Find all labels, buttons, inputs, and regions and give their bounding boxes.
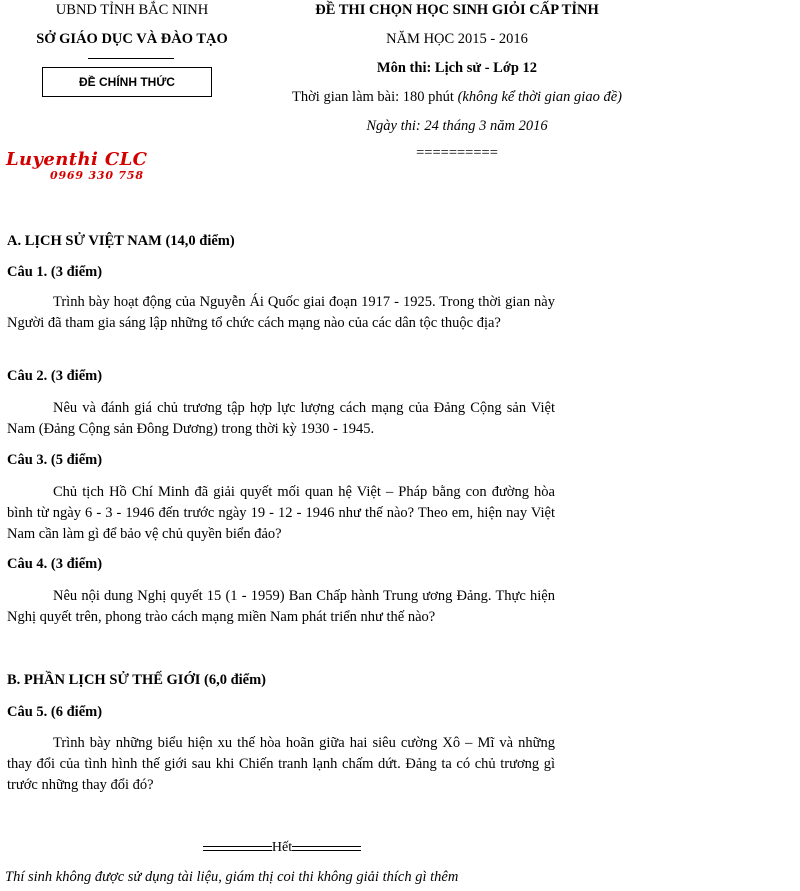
logo-phone: 0969 330 758 xyxy=(50,169,144,182)
department-name: SỞ GIÁO DỤC VÀ ĐÀO TẠO xyxy=(36,31,228,47)
question-5-label: Câu 5. (6 điểm) xyxy=(7,704,103,720)
question-3-text: Chủ tịch Hồ Chí Minh đã giải quyết mối quan hệ Việt – Pháp bằng con đường hòa bình từ ngày 6 - 3 - 1946 đến trước ngày 19 - 12 - 1946 như thế nào? Theo em, hiện nay Việt Nam cần làm gì để bảo vệ chủ quyền biển đảo? xyxy=(7,484,555,542)
section-b-title: B. PHẦN LỊCH SỬ THẾ GIỚI (6,0 điểm) xyxy=(7,672,267,688)
question-1-label: Câu 1. (3 điểm) xyxy=(7,264,103,280)
duration-note: (không kể thời gian giao đề) xyxy=(457,89,622,105)
duration-line xyxy=(260,89,654,106)
logo-name: Luyenthi CLC xyxy=(6,149,148,170)
subject-line: Môn thi: Lịch sử - Lớp 12 xyxy=(376,60,538,76)
official-label-box xyxy=(42,67,212,97)
exam-title: ĐỀ THI CHỌN HỌC SINH GIỎI CẤP TỈNH xyxy=(315,2,599,18)
department-underline xyxy=(88,58,174,59)
question-4-label: Câu 4. (3 điểm) xyxy=(7,556,103,572)
footnote: Thí sinh không được sử dụng tài liệu, giám thị coi thi không giải thích gì thêm xyxy=(5,869,459,885)
question-3-label: Câu 3. (5 điểm) xyxy=(7,452,103,468)
end-rule-right xyxy=(292,846,361,851)
question-2-label: Câu 2. (3 điểm) xyxy=(7,368,103,384)
section-a-title: A. LỊCH SỬ VIỆT NAM (14,0 điểm) xyxy=(7,233,235,249)
question-2-text: Nêu và đánh giá chủ trương tập hợp lực lượng cách mạng của Đảng Cộng sản Việt Nam (Đảng Cộng sản Đông Dương) trong thời kỳ 1930 - 1945. xyxy=(7,400,555,437)
authority-name: UBND TỈNH BẮC NINH xyxy=(55,2,209,18)
end-text: Hết xyxy=(271,840,293,855)
exam-date: Ngày thi: 24 tháng 3 năm 2016 xyxy=(366,118,548,134)
question-1-text: Trình bày hoạt động của Nguyễn Ái Quốc giai đoạn 1917 - 1925. Trong thời gian này Người đã tham gia sáng lập những tổ chức cách mạng nào của các dân tộc thuộc địa? xyxy=(7,294,555,331)
school-year: NĂM HỌC 2015 - 2016 xyxy=(386,31,528,47)
duration-text: Thời gian làm bài: 180 phút xyxy=(292,89,454,105)
question-5-text: Trình bày những biểu hiện xu thế hòa hoãn giữa hai siêu cường Xô – Mĩ và những thay đổi của tình hình thế giới sau khi Chiến tranh lạnh chấm dứt. Đảng ta có chủ trương gì trước những thay đổi đó? xyxy=(7,735,555,793)
header-separator: ========== xyxy=(416,145,498,161)
luyenthi-logo xyxy=(6,149,176,183)
official-label: ĐỀ CHÍNH THỨC xyxy=(79,75,175,89)
question-4-text: Nêu nội dung Nghị quyết 15 (1 - 1959) Ban Chấp hành Trung ương Đảng. Thực hiện Nghị quyết trên, phong trào cách mạng miền Nam phát triển như thế nào? xyxy=(7,588,555,625)
end-rule-left xyxy=(203,846,272,851)
end-marker xyxy=(203,840,361,856)
